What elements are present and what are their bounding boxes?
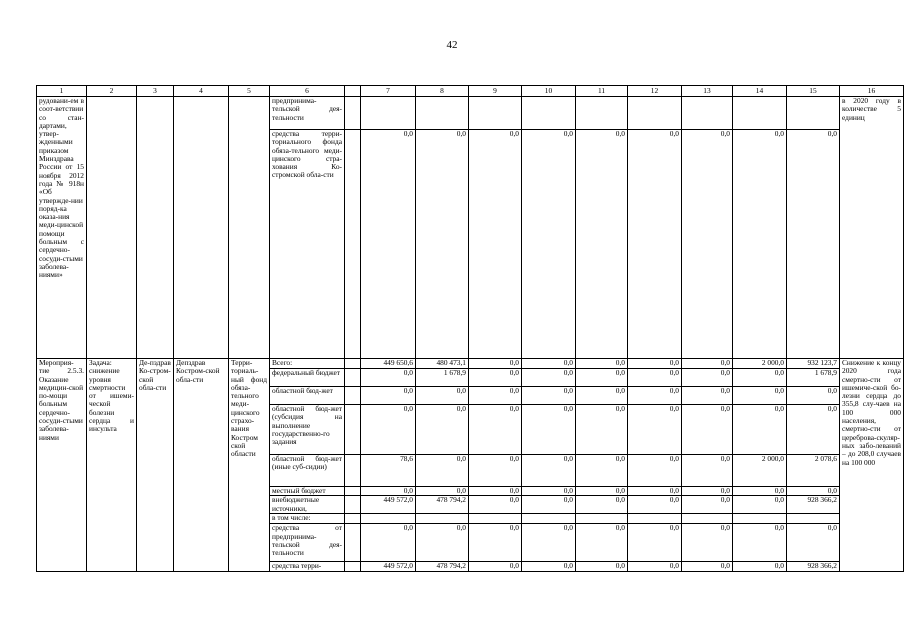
spacer-cell — [345, 130, 361, 359]
col-header: 12 — [628, 86, 682, 97]
value-cell: 0,0 — [682, 387, 733, 405]
value-cell: 0,0 — [682, 359, 733, 369]
value-cell: 0,0 — [733, 387, 787, 405]
col-header: 10 — [522, 86, 576, 97]
value-cell: 0,0 — [469, 496, 522, 514]
value-cell — [733, 97, 787, 130]
value-cell: 0,0 — [733, 524, 787, 562]
value-cell: 0,0 — [522, 359, 576, 369]
value-cell: 0,0 — [522, 369, 576, 387]
value-cell: 0,0 — [576, 496, 628, 514]
value-cell: 0,0 — [682, 455, 733, 487]
col-header: 1 — [37, 86, 87, 97]
value-cell: 0,0 — [522, 455, 576, 487]
value-cell: 0,0 — [787, 130, 840, 359]
spacer-cell — [345, 387, 361, 405]
value-cell: 0,0 — [628, 405, 682, 455]
cell-cont-col16: в 2020 году в количестве 5 единиц — [840, 97, 904, 359]
spacer-cell — [345, 514, 361, 524]
program-table — [36, 85, 904, 572]
funding-source: средства терри- — [270, 562, 345, 572]
spacer-cell — [345, 562, 361, 572]
col-header: 3 — [137, 86, 174, 97]
value-cell: 2 078,6 — [787, 455, 840, 487]
value-cell — [628, 514, 682, 524]
value-cell: 0,0 — [576, 405, 628, 455]
value-cell — [682, 514, 733, 524]
value-cell: 0,0 — [628, 369, 682, 387]
value-cell: 0,0 — [787, 487, 840, 496]
cell-cont-col1: рудовани-ем в соот-ветствии со стан-дартами, утвер-жденными приказом Минздрава России от 15 ноября 2012 года № 918н «Об утвержде-нии поряд-ка оказа-ния меди-цинской помощи больным с сердечно-сосуди-стыми заболева-ниями» — [37, 97, 87, 359]
value-cell: 0,0 — [628, 130, 682, 359]
cell-main-col2: Задача: снижение уровня смертности от ишеми-ческой болезни сердца и инсульта — [87, 359, 137, 572]
value-cell: 0,0 — [628, 496, 682, 514]
table-row — [37, 97, 904, 130]
spacer-cell — [345, 455, 361, 487]
col-header: 13 — [682, 86, 733, 97]
cell-main-col16: Снижение к концу 2020 года смертно-сти от ишемиче-ской бо-лезни сердца до 355,8 слу-чаев на 100 000 населения, смертно-сти от цереброва-скуляр-ных забо-леваний – до 208,0 случаев на 100 000 — [840, 359, 904, 572]
table-row — [37, 359, 904, 369]
cell-main-col5: Терри-ториаль-ный фонд обяза-тельного меди-цинского страхо-вания Костром ской области — [229, 359, 270, 572]
value-cell — [361, 514, 416, 524]
spacer-cell — [345, 369, 361, 387]
value-cell: 0,0 — [522, 405, 576, 455]
value-cell: 0,0 — [416, 487, 469, 496]
cell-main-col3: Де-пздрав Ко-стром-ской обла-сти — [137, 359, 174, 572]
value-cell: 478 794,2 — [416, 496, 469, 514]
value-cell: 2 000,0 — [733, 455, 787, 487]
col-header: 5 — [229, 86, 270, 97]
value-cell: 0,0 — [682, 405, 733, 455]
value-cell: 0,0 — [628, 455, 682, 487]
value-cell: 0,0 — [469, 405, 522, 455]
funding-source: областной бюд-жет — [270, 387, 345, 405]
value-cell: 0,0 — [787, 524, 840, 562]
col-header: 8 — [416, 86, 469, 97]
value-cell: 0,0 — [416, 387, 469, 405]
value-cell: 0,0 — [416, 524, 469, 562]
value-cell — [522, 514, 576, 524]
col-header: 14 — [733, 86, 787, 97]
value-cell: 0,0 — [522, 496, 576, 514]
value-cell: 0,0 — [576, 487, 628, 496]
funding-source: в том числе: — [270, 514, 345, 524]
value-cell: 0,0 — [469, 524, 522, 562]
value-cell — [787, 97, 840, 130]
value-cell: 0,0 — [733, 496, 787, 514]
cell-cont-col3 — [137, 97, 174, 359]
value-cell: 0,0 — [682, 369, 733, 387]
funding-source: местный бюджет — [270, 487, 345, 496]
value-cell: 0,0 — [522, 387, 576, 405]
value-cell: 0,0 — [416, 130, 469, 359]
spacer-cell — [345, 487, 361, 496]
value-cell: 0,0 — [576, 524, 628, 562]
value-cell: 0,0 — [733, 487, 787, 496]
value-cell: 0,0 — [733, 369, 787, 387]
value-cell — [361, 97, 416, 130]
value-cell: 0,0 — [682, 487, 733, 496]
spacer-cell — [345, 97, 361, 130]
value-cell — [469, 514, 522, 524]
value-cell: 928 366,2 — [787, 562, 840, 572]
spacer-cell — [345, 496, 361, 514]
funding-source: внебюджетные источники, — [270, 496, 345, 514]
value-cell: 0,0 — [416, 455, 469, 487]
value-cell: 0,0 — [628, 524, 682, 562]
cell-cont-col5 — [229, 97, 270, 359]
value-cell: 0,0 — [522, 487, 576, 496]
value-cell: 0,0 — [522, 562, 576, 572]
value-cell: 449 572,0 — [361, 562, 416, 572]
value-cell: 0,0 — [576, 369, 628, 387]
value-cell: 0,0 — [576, 455, 628, 487]
value-cell: 932 123,7 — [787, 359, 840, 369]
col-header: 9 — [469, 86, 522, 97]
value-cell: 449 572,0 — [361, 496, 416, 514]
value-cell: 1 678,9 — [787, 369, 840, 387]
col-header: 2 — [87, 86, 137, 97]
value-cell — [416, 97, 469, 130]
value-cell: 0,0 — [576, 562, 628, 572]
value-cell — [469, 97, 522, 130]
value-cell: 0,0 — [522, 130, 576, 359]
col-header: 15 — [787, 86, 840, 97]
value-cell: 0,0 — [469, 562, 522, 572]
col-header: 16 — [840, 86, 904, 97]
value-cell: 0,0 — [469, 387, 522, 405]
value-cell: 0,0 — [416, 405, 469, 455]
value-cell: 0,0 — [787, 405, 840, 455]
col-header: 7 — [361, 86, 416, 97]
col-header: 4 — [174, 86, 229, 97]
page-number: 42 — [446, 39, 458, 51]
value-cell: 478 794,2 — [416, 562, 469, 572]
value-cell: 480 473,1 — [416, 359, 469, 369]
cell-cont-col4 — [174, 97, 229, 359]
value-cell: 0,0 — [361, 524, 416, 562]
value-cell: 1 678,9 — [416, 369, 469, 387]
value-cell: 0,0 — [628, 359, 682, 369]
value-cell: 0,0 — [361, 130, 416, 359]
funding-source: федеральный бюджет — [270, 369, 345, 387]
value-cell — [682, 97, 733, 130]
value-cell: 0,0 — [628, 487, 682, 496]
value-cell: 0,0 — [469, 130, 522, 359]
value-cell — [416, 514, 469, 524]
value-cell: 0,0 — [733, 130, 787, 359]
value-cell: 0,0 — [522, 524, 576, 562]
value-cell: 0,0 — [682, 524, 733, 562]
value-cell: 0,0 — [576, 130, 628, 359]
value-cell: 0,0 — [682, 562, 733, 572]
value-cell: 0,0 — [469, 359, 522, 369]
value-cell: 78,6 — [361, 455, 416, 487]
funding-source: предпринима-тельской дея-тельности — [270, 97, 345, 130]
value-cell: 0,0 — [787, 387, 840, 405]
value-cell: 0,0 — [361, 487, 416, 496]
value-cell: 0,0 — [469, 487, 522, 496]
col-header-spacer — [345, 86, 361, 97]
col-header: 6 — [270, 86, 345, 97]
value-cell: 0,0 — [733, 562, 787, 572]
value-cell: 0,0 — [469, 455, 522, 487]
value-cell: 0,0 — [733, 405, 787, 455]
cell-main-col4: Депздрав Костром-ской обла-сти — [174, 359, 229, 572]
spacer-cell — [345, 524, 361, 562]
spacer-cell — [345, 405, 361, 455]
value-cell — [576, 514, 628, 524]
value-cell: 0,0 — [628, 387, 682, 405]
funding-source: областной бюд-жет (иные суб-сидии) — [270, 455, 345, 487]
value-cell: 449 650,6 — [361, 359, 416, 369]
value-cell: 0,0 — [576, 359, 628, 369]
value-cell: 2 000,0 — [733, 359, 787, 369]
spacer-cell — [345, 359, 361, 369]
col-header: 11 — [576, 86, 628, 97]
value-cell: 0,0 — [682, 496, 733, 514]
value-cell: 0,0 — [469, 369, 522, 387]
value-cell — [787, 514, 840, 524]
value-cell — [628, 97, 682, 130]
value-cell — [733, 514, 787, 524]
funding-source: Всего: — [270, 359, 345, 369]
value-cell — [522, 97, 576, 130]
value-cell: 928 366,2 — [787, 496, 840, 514]
value-cell: 0,0 — [682, 130, 733, 359]
funding-source: областной бюд-жет (субсидия на выполнение государственно-го задания — [270, 405, 345, 455]
cell-main-col1: Мероприя-тие 2.5.3. Оказание медицин-ской по-мощи больным сердечно-сосуди-стыми заболева-ниями — [37, 359, 87, 572]
value-cell: 0,0 — [361, 387, 416, 405]
value-cell: 0,0 — [361, 405, 416, 455]
value-cell: 0,0 — [361, 369, 416, 387]
value-cell: 0,0 — [576, 387, 628, 405]
value-cell: 0,0 — [628, 562, 682, 572]
funding-source: средства от предпринима-тельской дея-тельности — [270, 524, 345, 562]
funding-source: средства терри-ториального фонда обяза-тельного меди-цинского стра-хования Ко-стромской обла-сти — [270, 130, 345, 359]
value-cell — [576, 97, 628, 130]
cell-cont-col2 — [87, 97, 137, 359]
column-number-row — [37, 86, 904, 97]
